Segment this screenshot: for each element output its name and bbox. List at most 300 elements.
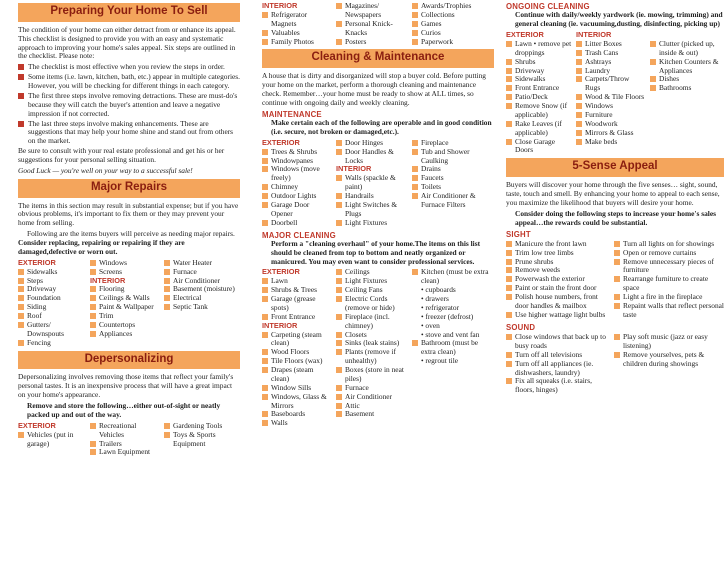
checkbox-item[interactable] [506,377,610,395]
item-label: Sinks (leak stains) [345,338,400,348]
depersonalizing-grid [18,422,240,458]
item-label: Driveway [27,284,57,294]
checkbox-icon [412,30,418,36]
checkbox-icon [336,21,342,27]
checkbox-item[interactable] [506,293,610,311]
item-label: Lawn Equipment [99,447,151,457]
item-label: Countertops [99,319,136,329]
item-label: Rearrange furniture to create space [623,274,709,293]
item-label: Lawn • remove pet droppings [515,38,572,57]
item-label: Windows (move freely) [271,164,320,183]
depersonalizing-banner: Depersonalizing [18,351,240,370]
checkbox-icon [164,269,170,275]
checkbox-icon [18,340,24,346]
item-label: Furnace [345,382,369,392]
item-label: Trailers [99,438,122,448]
interior-label: INTERIOR [262,320,298,330]
item-label: Basement (moisture) [173,284,235,294]
preparing-bullets [18,63,240,146]
checkbox-item[interactable] [262,295,332,313]
checkbox-icon [506,250,512,256]
major-repairs-text2: Following are the items buyers will perceive as needing major repairs. Consider replacing, repairing or repairing if they are damaged,defective or worn out. [18,229,235,256]
interior-label: INTERIOR [576,30,612,40]
checkbox-item[interactable] [614,302,724,320]
checkbox-icon [506,76,512,82]
item-label: Water Heater [173,257,212,267]
item-label: Open or remove curtains [623,247,697,257]
checkbox-item[interactable] [614,351,724,369]
item-label: Powerwash the exterior [515,274,585,284]
bathroom-sub-item: • regrout tile [421,356,459,366]
checkbox-item[interactable] [336,38,408,47]
checkbox-icon [506,334,512,340]
mc-col1 [262,268,332,428]
kitchen-sub-item: • oven [421,320,440,330]
dep-int-col2 [336,2,408,46]
checkbox-icon [614,334,620,340]
five-sense-banner: 5-Sense Appeal [506,158,724,177]
checkbox-icon [164,295,170,301]
checkbox-icon [506,94,512,100]
item-label: Rake Leaves (if applicable) [515,118,562,137]
item-label: Walls [271,418,288,428]
sound-col1 [506,333,610,395]
item-label: Litter Boxes [585,38,622,48]
checkbox-icon [506,312,512,318]
item-label: Paint or stain the front door [515,283,597,293]
item-label: Tile Floors (wax) [271,356,323,366]
checkbox-icon [336,385,342,391]
checkbox-icon [506,41,512,47]
checkbox-icon [336,3,342,9]
item-label: Prune shrubs [515,256,554,266]
item-label: Ashtrays [585,56,612,66]
ongoing-col1 [506,31,572,155]
checkbox-icon [506,68,512,74]
item-label: Outdoor Lights [271,191,317,201]
checkbox-item[interactable] [18,339,86,348]
checkbox-icon [262,411,268,417]
checkbox-icon [262,332,268,338]
major-cleaning-text: Perform a "cleaning overhaul" of your home.The items on this list should be cleaned from top to bottom and neatly organized or manicured. You may even want to consider professional services. [271,238,481,266]
checkbox-icon [18,304,24,310]
checkbox-item[interactable] [412,339,494,357]
checkbox-item[interactable] [336,174,408,192]
item-label: Magazines/ Newspapers [345,1,382,19]
bullet-item: The checklist is most effective when you review the steps in order. [18,63,240,72]
checkbox-icon [262,278,268,284]
item-label: Patio/Deck [515,92,548,102]
item-label: Ceilings [345,267,370,277]
checkbox-item[interactable] [412,38,494,47]
dep-col3 [164,422,240,458]
good-luck: Good Luck — you're well on your way to a successful sale! [18,165,193,175]
item-label: Windows, Glass & Mirrors [271,391,327,410]
item-label: Curios [421,27,441,37]
item-label: Gardening Tools [173,420,223,430]
checkbox-icon [336,332,342,338]
square-bullet-icon [18,93,24,99]
item-label: Ceilings & Walls [99,293,150,303]
checkbox-icon [576,94,582,100]
checkbox-icon [18,313,24,319]
checkbox-icon [336,349,342,355]
checkbox-icon [412,21,418,27]
item-label: Light Fixtures [345,276,388,286]
checkbox-item[interactable] [506,311,610,320]
dep-col2 [90,422,160,458]
item-label: Vehicles (put in garage) [27,429,74,448]
checkbox-item[interactable] [506,102,572,120]
item-label: Valuables [271,27,300,37]
item-label: Make beds [585,136,618,146]
checkbox-icon [164,278,170,284]
item-label: Refrigerator Magnets [271,9,308,28]
dep-interior-grid [262,2,494,46]
item-label: Toys & Sports Equipment [173,429,216,448]
item-label: Trees & Shrubs [271,146,318,156]
checkbox-item[interactable] [506,138,572,156]
item-label: Turn all lights on for showings [623,238,715,248]
item-label: Light Fixtures [345,217,388,227]
cleaning-banner: Cleaning & Maintenance [262,49,494,68]
checkbox-item[interactable] [262,331,332,349]
checkbox-item[interactable] [576,75,646,93]
item-label: Baseboards [271,409,306,419]
checkbox-icon [336,278,342,284]
checkbox-icon [90,313,96,319]
sight-col1 [506,240,610,320]
checkbox-icon [576,50,582,56]
maint-col1 [262,139,332,228]
bullet-item: The last three steps involve making enhancements. These are suggestions that may help your home shine and stand out from others on the market. [18,120,240,147]
maintenance-grid [262,139,494,228]
checkbox-item[interactable] [336,348,408,366]
item-label: Awards/Trophies [421,1,472,10]
checkbox-item[interactable] [506,40,572,58]
checkbox-item[interactable] [506,360,610,378]
item-label: Roof [27,311,42,321]
item-label: Bathrooms [659,83,692,93]
checkbox-icon [18,432,24,438]
checkbox-item[interactable] [614,258,724,276]
checkbox-item[interactable] [650,84,724,93]
sight-heading: SIGHT [506,229,531,239]
checkbox-icon [412,140,418,146]
major-col2-list [90,259,160,348]
bullet-item: Some items (i.e. lawn, kitchen, bath, etc.) appear in multiple categories. However, you will be checking for different things in each category. [18,73,240,91]
item-label: Window Sills [271,382,312,392]
checkbox-item[interactable] [262,366,332,384]
checkbox-icon [262,296,268,302]
checkbox-icon [336,403,342,409]
checkbox-item[interactable] [90,448,160,457]
checkbox-item[interactable] [614,275,724,293]
checkbox-icon [576,68,582,74]
maintenance-text: Make certain each of the following are operable and in good condition (i.e. secure, not broken or damaged,etc.). [271,118,492,136]
item-label: Windows [99,257,128,267]
item-label: Trim [99,311,114,321]
checkbox-item[interactable] [506,333,610,351]
item-label: Garage (grease spots) [271,294,316,312]
item-label: Garage Door Opener [271,199,310,218]
checkbox-item[interactable] [650,58,724,76]
checkbox-icon [506,361,512,367]
checkbox-icon [412,166,418,172]
item-label: Foundation [27,293,61,303]
item-label: Fix all squeaks (i.e. stairs, floors, hinges) [515,376,592,395]
checkbox-item[interactable] [336,313,408,331]
checkbox-icon [164,260,170,266]
ongoing-col3 [650,31,724,155]
item-label: Plants (remove if unhealthy) [345,347,396,366]
checkbox-icon [614,250,620,256]
item-label: Air Conditioner [173,275,221,285]
checkbox-icon [336,193,342,199]
item-label: Boxes (store in neat piles) [345,365,404,383]
checkbox-icon [262,394,268,400]
checkbox-icon [262,420,268,426]
checkbox-icon [262,30,268,36]
checkbox-icon [412,3,418,9]
checkbox-icon [336,367,342,373]
square-bullet-icon [18,64,24,70]
checkbox-icon [262,287,268,293]
checkbox-icon [576,121,582,127]
item-label: Air Conditioner [345,391,393,401]
checkbox-icon [506,378,512,384]
checkbox-icon [614,303,620,309]
item-label: Furniture [585,109,613,119]
exterior-label: EXTERIOR [262,137,300,147]
item-label: Manicure the front lawn [515,238,587,248]
item-label: Trash Cans [585,47,619,57]
checkbox-icon [90,269,96,275]
checkbox-item[interactable] [90,330,160,339]
item-label: Posters [345,36,367,46]
item-label: Close windows that back up to busy roads [515,332,606,350]
checkbox-item[interactable] [262,219,332,228]
item-label: Wood Floors [271,347,310,357]
checkbox-icon [506,241,512,247]
depersonalizing-text: Depersonalizing involves removing those items that reflect your family's personal tastes. It is an inexpensive process that will have a great impact on your home's appearance. [18,372,234,400]
depersonalizing-text-bold: Remove and store the following…either out-of-sight or neatly packed up and out of the way. [27,401,221,419]
checkbox-icon [650,85,656,91]
checkbox-icon [90,286,96,292]
checkbox-icon [412,193,418,199]
checkbox-icon [262,158,268,164]
item-label: Sidewalks [515,74,546,84]
ongoing-grid [506,31,724,155]
mc-col3 [412,268,494,428]
checkbox-icon [90,449,96,455]
preparing-banner: Preparing Your Home To Sell [18,3,240,22]
item-label: Turn off all appliances (ie. dishwashers, laundry) [515,358,594,377]
dep-int-col1 [262,2,332,46]
item-label: Gutters/ Downspouts [27,319,64,338]
checkbox-icon [506,85,512,91]
checkbox-icon [412,269,418,275]
item-label: Windowpanes [271,155,313,165]
checkbox-item[interactable] [412,268,494,286]
checkbox-icon [506,59,512,65]
item-label: Kitchen Counters & Appliances [659,56,719,75]
checkbox-item[interactable] [262,419,332,428]
item-label: Front Entrance [515,83,560,93]
item-label: Clutter (picked up, inside & out) [659,38,715,57]
checkbox-item[interactable] [18,431,86,449]
checkbox-icon [412,12,418,18]
checkbox-icon [576,103,582,109]
checkbox-icon [336,340,342,346]
checkbox-item[interactable] [262,393,332,411]
item-label: Close Garage Doors [515,136,556,155]
item-label: Remove unnecessary pieces of furniture [623,256,714,275]
checkbox-item[interactable] [336,148,408,166]
interior-label: INTERIOR [336,164,372,174]
checkbox-icon [336,314,342,320]
checkbox-icon [164,423,170,429]
checkbox-icon [164,432,170,438]
checkbox-item[interactable] [164,431,240,449]
checkbox-icon [262,349,268,355]
item-label: Paint & Wallpaper [99,302,154,312]
checkbox-icon [412,184,418,190]
five-sense-text: Buyers will discover your home through the five senses… sight, sound, taste, touch and smell. By enhancing your home to appeal to each sense, you maximize the likelihood that buyers will desire your home. [506,180,720,207]
checkbox-item[interactable] [650,40,724,58]
kitchen-sub-item: • drawers [421,294,449,304]
checkbox-icon [90,322,96,328]
checkbox-item[interactable] [412,192,494,210]
item-label: Driveway [515,65,545,75]
exterior-label: EXTERIOR [262,267,300,277]
checkbox-icon [412,175,418,181]
five-sense-text-bold: Consider doing the following steps to increase your home's sales appeal…the rewards could be substantial. [515,208,716,227]
checkbox-item[interactable] [576,138,646,147]
checkbox-item[interactable] [506,120,572,138]
sight-col2 [614,240,724,320]
checkbox-item[interactable] [336,20,408,38]
item-label: Shrubs [515,56,536,66]
checkbox-icon [90,295,96,301]
item-label: Kitchen (must be extra clean) [421,267,489,286]
checkbox-item[interactable] [336,201,408,219]
item-label: Sidewalks [27,266,58,276]
checkbox-icon [262,367,268,373]
checkbox-item[interactable] [262,38,332,47]
checkbox-icon [336,175,342,181]
column-2 [262,0,494,431]
cleaning-text: A house that is dirty and disorganized will stop a buyer cold. Before putting your home on the market, perform a thorough cleaning and maintenance check. Remember…your home must be ready to show at ALL times, so continue with ongoing daily and weekly cleaning. [262,71,487,107]
checkbox-icon [506,139,512,145]
item-label: Paperwork [421,36,454,46]
item-label: Fireplace (incl. chimney) [345,311,390,330]
checkbox-icon [336,220,342,226]
item-label: Family Photos [271,36,314,46]
checkbox-icon [614,241,620,247]
exterior-label: EXTERIOR [506,30,544,40]
item-label: Shrubs & Trees [271,285,317,295]
item-label: Polish house numbers, front door handles & mailbox [515,292,598,310]
item-label: Mirrors & Glass [585,127,634,137]
major-col3-list [164,259,240,348]
checkbox-icon [164,286,170,292]
checkbox-item[interactable] [262,165,332,183]
item-label: Screens [99,266,122,276]
checkbox-item[interactable] [262,11,332,29]
item-label: Trim low tree limbs [515,247,574,257]
checkbox-icon [262,39,268,45]
checkbox-icon [90,260,96,266]
checkbox-icon [18,286,24,292]
checkbox-icon [336,394,342,400]
checkbox-item[interactable] [336,2,408,20]
column-3 [506,0,724,398]
checkbox-icon [262,149,268,155]
item-label: Toilets [421,182,442,192]
checkbox-icon [650,76,656,82]
checkbox-icon [650,41,656,47]
square-bullet-icon [18,121,24,127]
checkbox-item[interactable] [18,321,86,339]
maint-col3 [412,139,494,228]
checkbox-item[interactable] [336,295,408,313]
item-label: Chimney [271,182,299,192]
checkbox-icon [90,423,96,429]
checkbox-icon [262,184,268,190]
item-label: Remove weeds [515,265,560,275]
checkbox-icon [336,296,342,302]
checkbox-icon [18,322,24,328]
checkbox-item[interactable] [164,303,240,312]
checkbox-item[interactable] [336,410,408,419]
checkbox-item[interactable] [336,219,408,228]
item-label: Light a fire in the fireplace [623,292,703,302]
major-repairs-text: The items in this section may result in substantial expense; but if you have obvious problems, it's important to fix them or they may prevent your home from selling. [18,200,239,228]
item-label: Lawn [271,276,288,286]
major-cleaning-heading: MAJOR CLEANING [262,230,336,240]
item-label: Woodwork [585,118,618,128]
checkbox-icon [90,304,96,310]
checkbox-item[interactable] [262,201,332,219]
checkbox-icon [336,287,342,293]
maint-col2 [336,139,408,228]
item-label: Bathroom (must be extra clean) [421,338,479,357]
bullet-item: The first three steps involve removing detractions. These are must-do's because they will catch the buyer's attention and leave a negative impression if not corrected. [18,92,240,119]
exterior-label: EXTERIOR [18,257,56,267]
checkbox-item[interactable] [412,148,494,166]
item-label: Appliances [99,328,133,338]
checkbox-icon [412,340,418,346]
checkbox-item[interactable] [90,422,160,440]
major-repairs-grid [18,259,240,348]
checkbox-item[interactable] [614,333,724,351]
major-repairs-banner: Major Repairs [18,179,240,198]
item-label: Drains [421,164,441,174]
sight-grid [506,240,724,320]
checkbox-icon [576,59,582,65]
item-label: Remove Snow (if applicable) [515,101,568,119]
checkbox-icon [18,295,24,301]
column-1 [18,0,240,460]
checkbox-item[interactable] [336,366,408,384]
kitchen-sub-item: • freezer (defrost) [421,311,474,321]
checkbox-icon [506,121,512,127]
checkbox-icon [90,441,96,447]
item-label: Play soft music (jazz or easy listening) [623,332,708,350]
item-label: Basement [345,409,375,419]
checkbox-icon [412,149,418,155]
